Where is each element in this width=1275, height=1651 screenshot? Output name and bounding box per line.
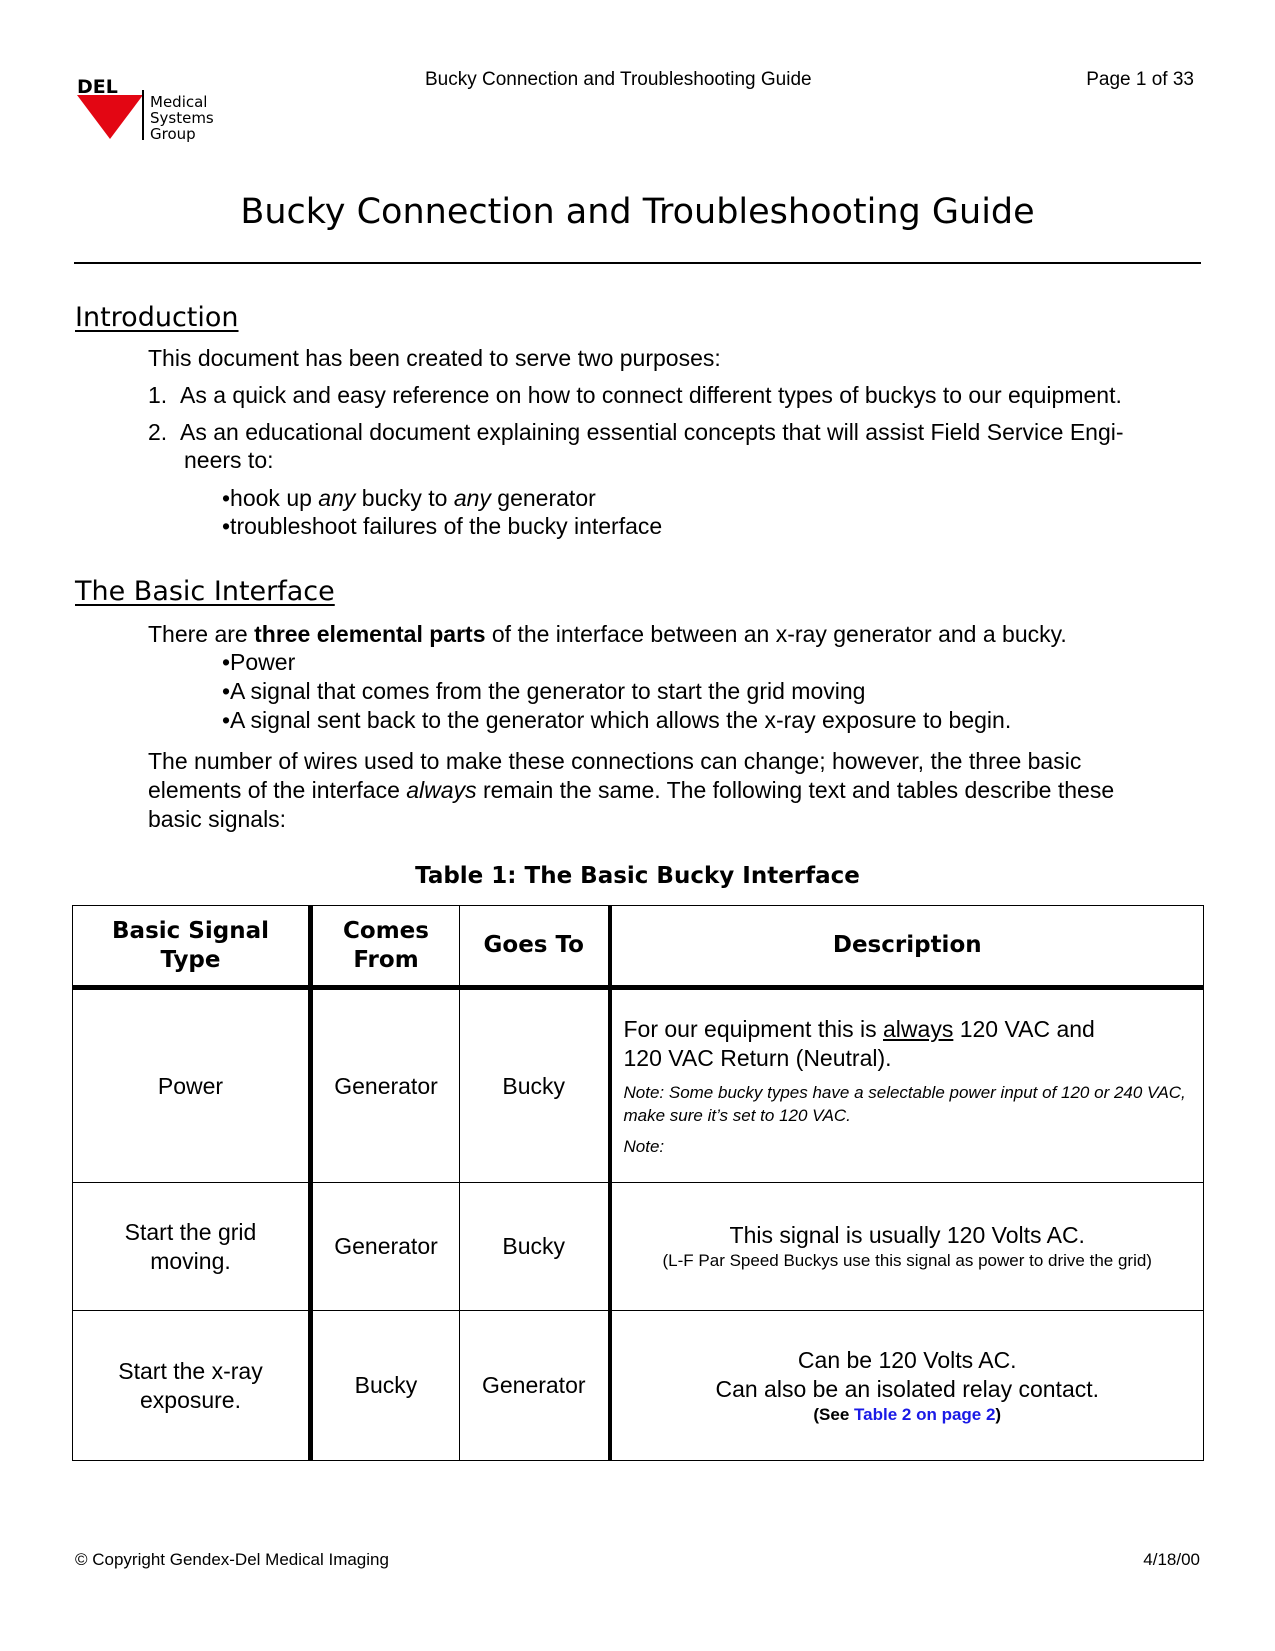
table-row: [73, 988, 1204, 1183]
logo-line-2: Systems: [150, 109, 214, 127]
company-logo: [77, 78, 237, 148]
exposure-desc-line-2: Can also be an isolated relay contact.: [715, 1375, 1100, 1402]
intro-item-2-line-2: neers to:: [184, 447, 274, 473]
table-2-link[interactable]: Table 2 on page 2: [854, 1404, 996, 1424]
logo-line-3: Group: [150, 125, 196, 143]
cell-comes-from: Generator: [311, 988, 460, 1183]
table-header-row: [73, 906, 1204, 988]
cell-goes-to: Bucky: [460, 988, 610, 1183]
introduction-heading: Introduction: [75, 302, 239, 333]
table-row: [73, 1311, 1204, 1461]
cell-goes-to: Generator: [460, 1311, 610, 1461]
intro-item-2-line-1: As an educational document explaining essential concepts that will assist Field Service Engi-: [180, 419, 1124, 445]
grid-desc-small: (L-F Par Speed Buckys use this signal as power to drive the grid): [662, 1251, 1152, 1270]
table-row: [73, 1183, 1204, 1311]
header-goes-to: Goes To: [460, 906, 610, 988]
footer-copyright: © Copyright Gendex-Del Medical Imaging: [75, 1550, 389, 1569]
document-title: Bucky Connection and Troubleshooting Guide: [240, 192, 1035, 232]
cell-comes-from: Bucky: [311, 1311, 460, 1461]
basic-para-line-3: basic signals:: [148, 806, 287, 832]
title-divider: [74, 262, 1201, 264]
header-description: Description: [610, 906, 1204, 988]
table-caption: Table 1: The Basic Bucky Interface: [415, 863, 860, 889]
logo-line-1: Medical: [150, 93, 208, 111]
grid-desc: This signal is usually 120 Volts AC.: [729, 1222, 1085, 1248]
header-comes-from: Comes From: [311, 906, 460, 988]
basic-bucky-interface-table: [72, 905, 1204, 1461]
intro-item-2-number: 2.: [148, 419, 168, 445]
cell-signal-type: Power: [73, 988, 311, 1183]
basic-para-line-1: The number of wires used to make these connections can change; however, the three basic: [148, 748, 1082, 774]
power-desc-line-2: 120 VAC Return (Neutral).: [623, 1044, 892, 1071]
footer-date: 4/18/00: [1143, 1550, 1200, 1569]
basic-lead: There are three elemental parts of the interface between an x-ray generator and a bucky.: [148, 621, 1067, 647]
exposure-reference: (See Table 2 on page 2): [813, 1404, 1002, 1424]
logo-triangle-icon: [77, 95, 143, 139]
running-header-title: Bucky Connection and Troubleshooting Guide: [425, 69, 812, 90]
page-number: Page 1 of 33: [1086, 69, 1194, 90]
basic-bullet-2: •A signal that comes from the generator to start the grid moving: [222, 678, 866, 704]
logo-brand: DEL: [77, 76, 118, 98]
basic-para-line-2: elements of the interface always remain the same. The following text and tables describe these: [148, 777, 1115, 803]
logo-divider: [142, 90, 144, 140]
intro-item-1-number: 1.: [148, 382, 168, 408]
power-note: Note: Some bucky types have a selectable power input of 120 or 240 VAC, make sure it’s set to 120 VAC.: [623, 1082, 1186, 1125]
cell-goes-to: Bucky: [460, 1183, 610, 1311]
intro-bullet-2: •troubleshoot failures of the bucky interface: [222, 513, 663, 539]
cell-signal-type: Start the x-ray exposure.: [73, 1311, 311, 1461]
exposure-desc-line-1: Can be 120 Volts AC.: [797, 1346, 1017, 1373]
basic-interface-heading: The Basic Interface: [75, 576, 335, 607]
basic-bullet-1: •Power: [222, 649, 296, 675]
intro-lead: This document has been created to serve two purposes:: [148, 345, 721, 371]
power-desc-line-1: For our equipment this is always 120 VAC and: [623, 1015, 1095, 1042]
logo-text: [150, 94, 214, 142]
cell-description: [610, 1183, 1204, 1311]
cell-signal-type: Start the grid moving.: [73, 1183, 311, 1311]
intro-bullet-1: •hook up any bucky to any generator: [222, 485, 596, 511]
cell-description: [610, 1311, 1204, 1461]
basic-bullet-3: •A signal sent back to the generator which allows the x-ray exposure to begin.: [222, 707, 1012, 733]
cell-comes-from: Generator: [311, 1183, 460, 1311]
header-signal-type: Basic Signal Type: [73, 906, 311, 988]
cell-description: [610, 988, 1204, 1183]
power-note-2: Note:: [623, 1136, 665, 1156]
intro-item-1: As a quick and easy reference on how to connect different types of buckys to our equipment.: [180, 382, 1122, 408]
